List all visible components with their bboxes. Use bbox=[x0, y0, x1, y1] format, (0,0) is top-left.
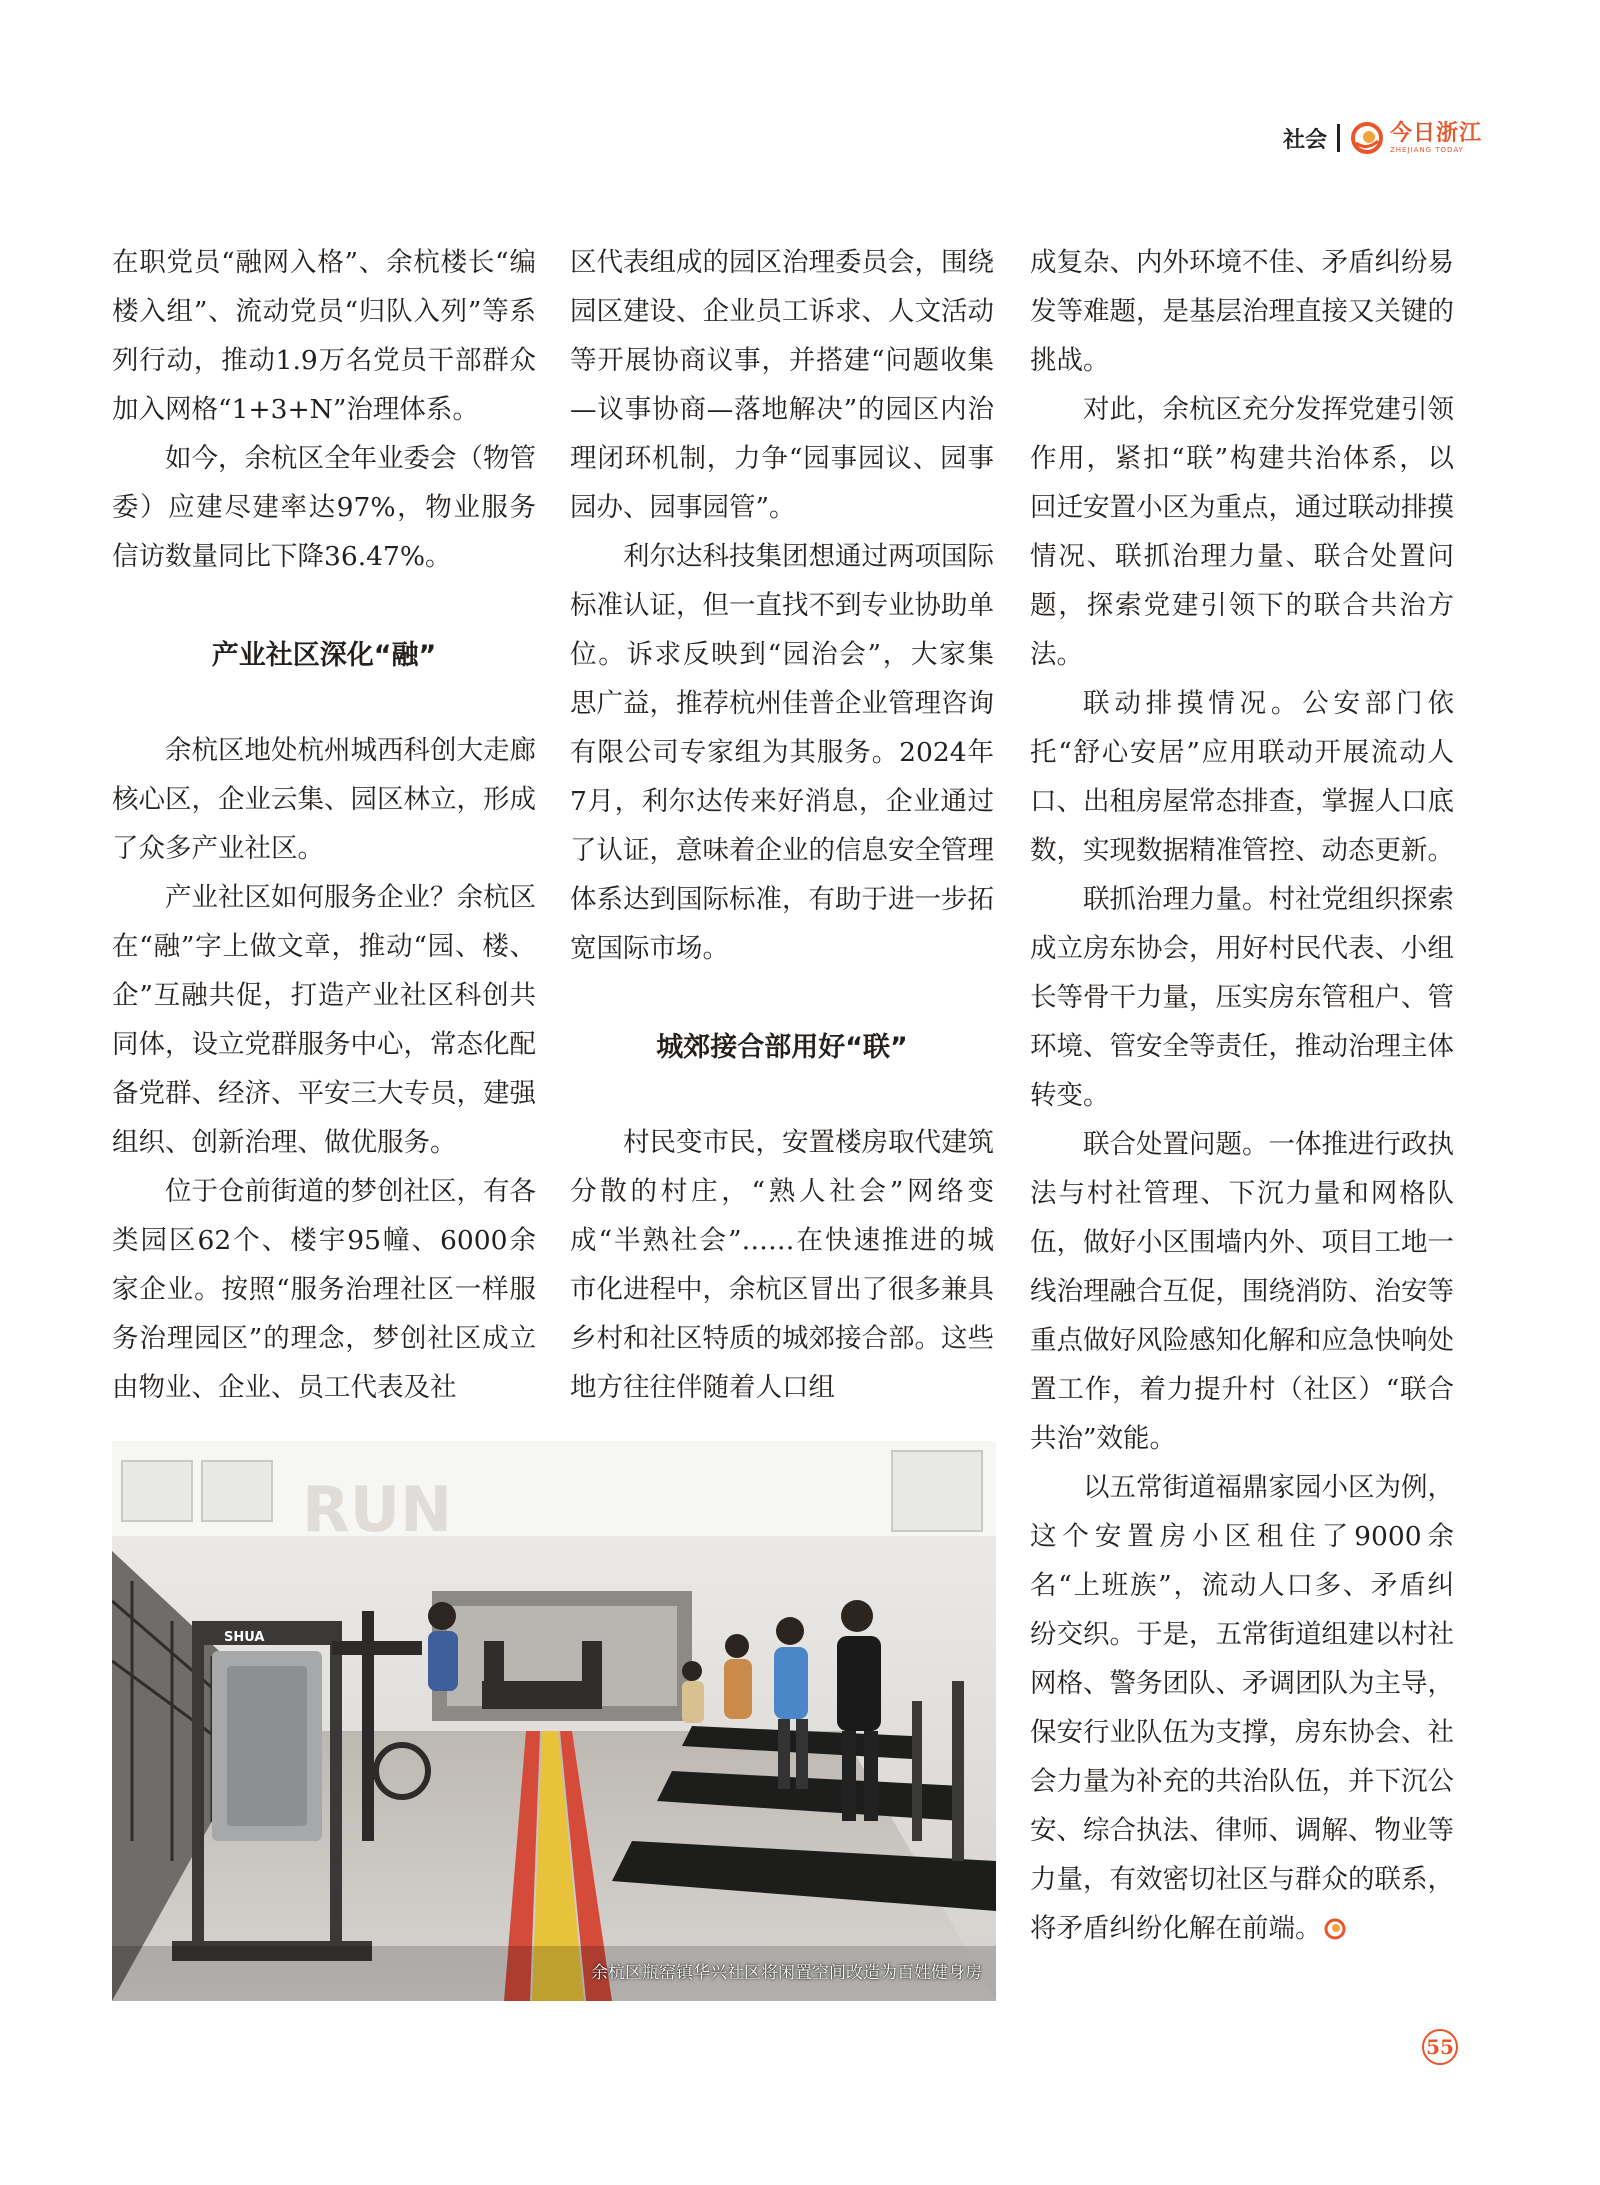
gym-photo bbox=[112, 1441, 996, 2001]
column-2 bbox=[570, 238, 994, 1412]
wall-text: RUN bbox=[302, 1473, 452, 1546]
paragraph: 村民变市民，安置楼房取代建筑分散的村庄，“熟人社会”网络变成“半熟社会”……在快速推进的城市化进程中，余杭区冒出了很多兼具乡村和社区特质的城郊接合部。这些地方往往伴随着人口组 bbox=[570, 1127, 994, 1403]
paragraph: 产业社区如何服务企业？余杭区在“融”字上做文章，推动“园、楼、企”互融共促，打造产业社区科创共同体，设立党群服务中心，常态化配备党群、经济、平安三大专员，建强组织、创新治理、做优服务。 bbox=[112, 882, 536, 1158]
paragraph: 对此，余杭区充分发挥党建引领作用，紧扣“联”构建共治体系，以回迁安置小区为重点，通过联动排摸情况、联抓治理力量、联合处置问题，探索党建引领下的联合共治方法。 bbox=[1030, 394, 1454, 670]
paragraph: 联动排摸情况。公安部门依托“舒心安居”应用联动开展流动人口、出租房屋常态排查，掌握人口底数，实现数据精准管控、动态更新。 bbox=[1030, 688, 1454, 866]
paragraph: 如今，余杭区全年业委会（物管委）应建尽建率达97%，物业服务信访数量同比下降36.47%。 bbox=[112, 443, 536, 572]
paragraph: 利尔达科技集团想通过两项国际标准认证，但一直找不到专业协助单位。诉求反映到“园治会”，大家集思广益，推荐杭州佳普企业管理咨询有限公司专家组为其服务。2024年7月，利尔达传来好消息，企业通过了认证，意味着企业的信息安全管理体系达到国际标准，有助于进一步拓宽国际市场。 bbox=[570, 541, 994, 964]
paragraph: 成复杂、内外环境不佳、矛盾纠纷易发等难题，是基层治理直接又关键的挑战。 bbox=[1030, 247, 1454, 376]
paragraph-text: 以五常街道福鼎家园小区为例，这个安置房小区租住了9000余名“上班族”，流动人口多、矛盾纠纷交织。于是，五常街道组建以村社网格、警务团队、矛调团队为主导，保安行业队伍为支撑，房东协会、社会力量为补充的共治队伍，并下沉公安、综合执法、律师、调解、物业等力量，有效密切社区与群众的联系，将矛盾纠纷化解在前端。 bbox=[1030, 1472, 1454, 1944]
page-header bbox=[1283, 118, 1482, 158]
section-heading: 产业社区深化“融” bbox=[211, 640, 437, 671]
logo-english-name: ZHEJIANG TODAY bbox=[1389, 145, 1464, 154]
column-1 bbox=[112, 238, 536, 1412]
gym-illustration bbox=[112, 1441, 996, 2001]
paragraph-final bbox=[1030, 1463, 1454, 1953]
page-number: 55 bbox=[1422, 2029, 1458, 2065]
section-heading: 城郊接合部用好“联” bbox=[656, 1032, 908, 1063]
paragraph: 区代表组成的园区治理委员会，围绕园区建设、企业员工诉求、人文活动等开展协商议事，并搭建“问题收集—议事协商—落地解决”的园区内治理闭环机制，力争“园事园议、园事园办、园事园管”。 bbox=[570, 247, 994, 523]
section-label: 社会 bbox=[1282, 127, 1327, 153]
paragraph: 位于仓前街道的梦创社区，有各类园区62个、楼宇95幢、6000余家企业。按照“服务治理社区一样服务治理园区”的理念，梦创社区成立由物业、企业、员工代表及社 bbox=[112, 1176, 536, 1403]
column-3 bbox=[1030, 238, 1454, 1953]
logo-swirl-icon bbox=[1350, 121, 1384, 155]
paragraph: 在职党员“融网入格”、余杭楼长“编楼入组”、流动党员“归队入列”等系列行动，推动1.9万名党员干部群众加入网格“1+3+N”治理体系。 bbox=[112, 247, 536, 425]
paragraph: 余杭区地处杭州城西科创大走廊核心区，企业云集、园区林立，形成了众多产业社区。 bbox=[112, 735, 536, 864]
article-end-icon bbox=[1324, 1918, 1346, 1940]
photo-caption: 余杭区瓶窑镇华兴社区将闲置空间改造为百姓健身房 bbox=[591, 1963, 982, 1983]
magazine-logo bbox=[1350, 121, 1482, 155]
header-divider bbox=[1337, 124, 1340, 152]
machine-brand-text: SHUA bbox=[224, 1630, 265, 1645]
paragraph: 联合处置问题。一体推进行政执法与村社管理、下沉力量和网格队伍，做好小区围墙内外、项目工地一线治理融合互促，围绕消防、治安等重点做好风险感知化解和应急快响处置工作，着力提升村（社区）“联合共治”效能。 bbox=[1030, 1129, 1454, 1454]
logo-chinese-name: 今日浙江 bbox=[1389, 120, 1482, 146]
paragraph: 联抓治理力量。村社党组织探索成立房东协会，用好村民代表、小组长等骨干力量，压实房东管租户、管环境、管安全等责任，推动治理主体转变。 bbox=[1030, 884, 1454, 1111]
